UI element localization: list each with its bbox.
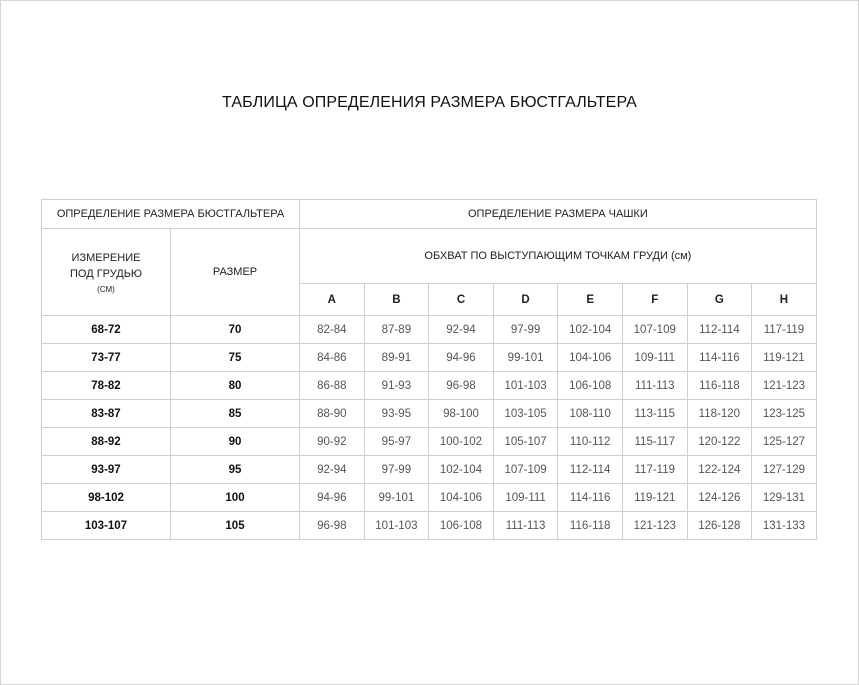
cup-range-cell: 117-119: [622, 456, 687, 484]
cup-range-cell: 92-94: [429, 316, 494, 344]
table-header: [42, 200, 817, 316]
table-row: [42, 428, 817, 456]
cup-range-cell: 98-100: [429, 400, 494, 428]
cup-range-cell: 119-121: [752, 344, 817, 372]
cup-range-cell: 108-110: [558, 400, 623, 428]
cup-range-cell: 107-109: [622, 316, 687, 344]
cup-range-cell: 97-99: [364, 456, 429, 484]
underbust-label-line2: ПОД ГРУДЬЮ: [69, 268, 143, 280]
cup-range-cell: 117-119: [752, 316, 817, 344]
cup-range-cell: 129-131: [752, 484, 817, 512]
cup-range-cell: 103-105: [493, 400, 558, 428]
cup-range-cell: 87-89: [364, 316, 429, 344]
cup-range-cell: 106-108: [429, 512, 494, 540]
cup-range-cell: 126-128: [687, 512, 752, 540]
cup-range-cell: 102-104: [558, 316, 623, 344]
cup-range-cell: 107-109: [493, 456, 558, 484]
cup-range-cell: 116-118: [558, 512, 623, 540]
cup-range-cell: 112-114: [687, 316, 752, 344]
cup-range-cell: 124-126: [687, 484, 752, 512]
bust-measurement-header: ОБХВАТ ПО ВЫСТУПАЮЩИМ ТОЧКАМ ГРУДИ (см): [300, 229, 817, 284]
cup-range-cell: 122-124: [687, 456, 752, 484]
cup-range-cell: 109-111: [622, 344, 687, 372]
cup-range-cell: 109-111: [493, 484, 558, 512]
cup-range-cell: 104-106: [558, 344, 623, 372]
cup-range-cell: 127-129: [752, 456, 817, 484]
cup-range-cell: 97-99: [493, 316, 558, 344]
cup-range-cell: 82-84: [300, 316, 365, 344]
cup-range-cell: 114-116: [558, 484, 623, 512]
size-cell: 105: [171, 512, 300, 540]
underbust-cell: 88-92: [42, 428, 171, 456]
table-body: [42, 316, 817, 540]
underbust-cell: 93-97: [42, 456, 171, 484]
cup-range-cell: 99-101: [364, 484, 429, 512]
cup-range-cell: 120-122: [687, 428, 752, 456]
size-chart-table: [41, 199, 817, 540]
underbust-header: [42, 229, 171, 316]
cup-range-cell: 86-88: [300, 372, 365, 400]
cup-range-cell: 106-108: [558, 372, 623, 400]
cup-header-d: D: [493, 284, 558, 316]
table-row: [42, 400, 817, 428]
underbust-unit: (СМ): [97, 285, 115, 294]
size-cell: 75: [171, 344, 300, 372]
cup-range-cell: 96-98: [300, 512, 365, 540]
cup-header-b: B: [364, 284, 429, 316]
cup-header-e: E: [558, 284, 623, 316]
cup-range-cell: 115-117: [622, 428, 687, 456]
cup-range-cell: 93-95: [364, 400, 429, 428]
cup-range-cell: 101-103: [364, 512, 429, 540]
cup-range-cell: 91-93: [364, 372, 429, 400]
bra-size-group-header: ОПРЕДЕЛЕНИЕ РАЗМЕРА БЮСТГАЛЬТЕРА: [42, 200, 300, 229]
cup-range-cell: 94-96: [300, 484, 365, 512]
table-row: [42, 512, 817, 540]
cup-range-cell: 92-94: [300, 456, 365, 484]
cup-range-cell: 131-133: [752, 512, 817, 540]
cup-range-cell: 101-103: [493, 372, 558, 400]
size-cell: 80: [171, 372, 300, 400]
cup-range-cell: 88-90: [300, 400, 365, 428]
cup-range-cell: 100-102: [429, 428, 494, 456]
size-cell: 70: [171, 316, 300, 344]
table-row: [42, 344, 817, 372]
cup-range-cell: 118-120: [687, 400, 752, 428]
cup-size-group-header: ОПРЕДЕЛЕНИЕ РАЗМЕРА ЧАШКИ: [300, 200, 817, 229]
underbust-cell: 68-72: [42, 316, 171, 344]
cup-range-cell: 116-118: [687, 372, 752, 400]
cup-range-cell: 90-92: [300, 428, 365, 456]
cup-range-cell: 114-116: [687, 344, 752, 372]
cup-header-c: C: [429, 284, 494, 316]
cup-range-cell: 94-96: [429, 344, 494, 372]
cup-range-cell: 111-113: [493, 512, 558, 540]
cup-header-g: G: [687, 284, 752, 316]
size-cell: 90: [171, 428, 300, 456]
size-cell: 100: [171, 484, 300, 512]
size-cell: 85: [171, 400, 300, 428]
underbust-cell: 103-107: [42, 512, 171, 540]
underbust-cell: 98-102: [42, 484, 171, 512]
table-row: [42, 316, 817, 344]
cup-range-cell: 123-125: [752, 400, 817, 428]
cup-range-cell: 112-114: [558, 456, 623, 484]
cup-range-cell: 99-101: [493, 344, 558, 372]
table-row: [42, 456, 817, 484]
size-cell: 95: [171, 456, 300, 484]
cup-range-cell: 104-106: [429, 484, 494, 512]
cup-header-h: H: [752, 284, 817, 316]
cup-range-cell: 119-121: [622, 484, 687, 512]
cup-range-cell: 121-123: [752, 372, 817, 400]
underbust-label-line1: ИЗМЕРЕНИЕ: [71, 252, 141, 264]
cup-range-cell: 113-115: [622, 400, 687, 428]
size-header: РАЗМЕР: [171, 229, 300, 316]
cup-range-cell: 105-107: [493, 428, 558, 456]
cup-range-cell: 95-97: [364, 428, 429, 456]
cup-range-cell: 121-123: [622, 512, 687, 540]
page-title: ТАБЛИЦА ОПРЕДЕЛЕНИЯ РАЗМЕРА БЮСТГАЛЬТЕРА: [222, 94, 637, 111]
cup-range-cell: 110-112: [558, 428, 623, 456]
cup-header-f: F: [622, 284, 687, 316]
cup-range-cell: 89-91: [364, 344, 429, 372]
underbust-cell: 73-77: [42, 344, 171, 372]
underbust-cell: 83-87: [42, 400, 171, 428]
cup-range-cell: 102-104: [429, 456, 494, 484]
table-row: [42, 372, 817, 400]
cup-range-cell: 111-113: [622, 372, 687, 400]
underbust-cell: 78-82: [42, 372, 171, 400]
cup-range-cell: 84-86: [300, 344, 365, 372]
table-row: [42, 484, 817, 512]
cup-header-a: A: [300, 284, 365, 316]
cup-range-cell: 96-98: [429, 372, 494, 400]
cup-range-cell: 125-127: [752, 428, 817, 456]
